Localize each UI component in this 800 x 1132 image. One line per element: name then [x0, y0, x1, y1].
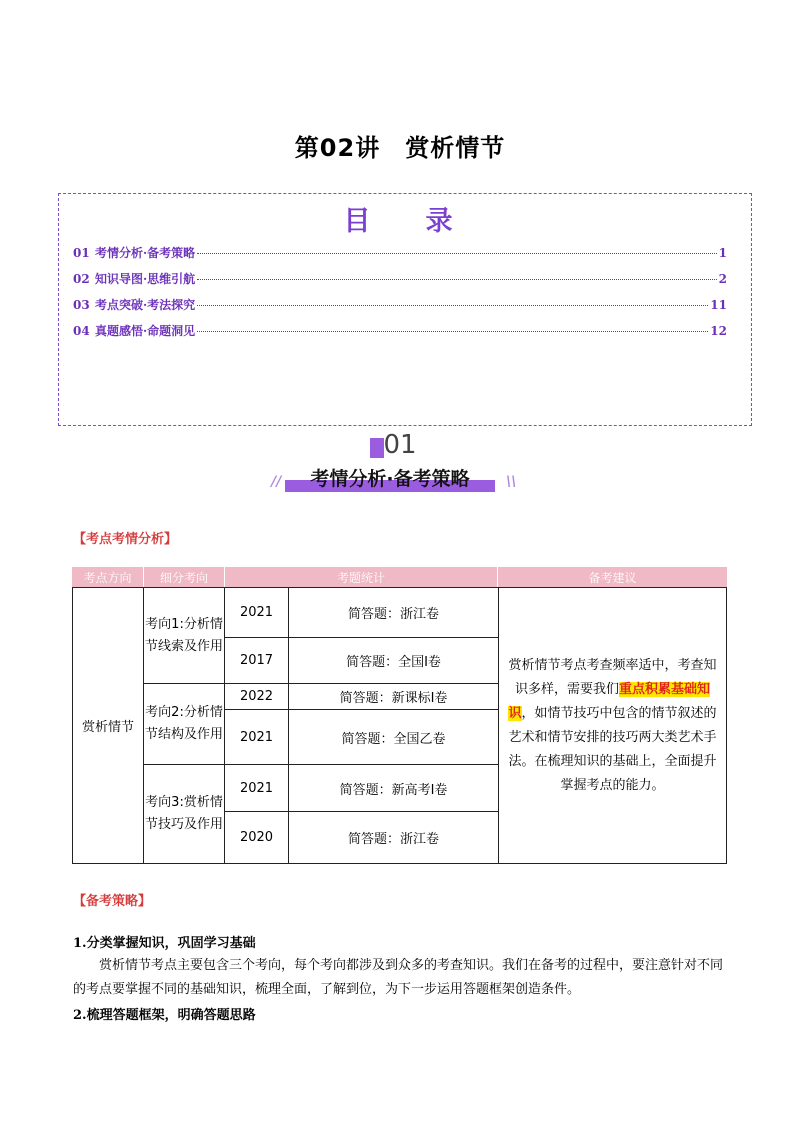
- year-cell: 2021: [224, 709, 289, 765]
- section-title: 考情分析·备考策略: [310, 468, 470, 490]
- page-title: 第02讲 赏析情节: [294, 134, 506, 162]
- header-cell: 考题统计: [225, 567, 498, 587]
- direction-cell: 考向3:赏析情节技巧及作用: [143, 764, 225, 864]
- toc-leader-dots: [197, 331, 708, 332]
- toc-item[interactable]: [73, 296, 727, 316]
- decor-slashes-right: \\: [506, 474, 517, 490]
- toc-item-page: 2: [718, 272, 727, 286]
- header-cell: 考点方向: [72, 567, 144, 587]
- toc-item[interactable]: [73, 244, 727, 264]
- toc-leader-dots: [197, 253, 716, 254]
- advice-highlight: 重点积累基础知识: [508, 681, 711, 721]
- analysis-table: [72, 587, 727, 864]
- toc-item-label: 真题感悟·命题洞见: [95, 324, 196, 338]
- toc-item-number: 02: [73, 272, 90, 286]
- header-cell: 细分考向: [144, 567, 225, 587]
- year-cell: 2022: [224, 683, 289, 710]
- analysis-table-header: [72, 567, 727, 587]
- section-banner: [285, 466, 495, 492]
- year-cell: 2021: [224, 764, 289, 812]
- toc-item-number: 03: [73, 298, 90, 312]
- strategy-heading: 【备考策略】: [73, 894, 152, 909]
- toc-leader-dots: [197, 279, 716, 280]
- advice-text-end: ，如情节技巧中包含的情节叙述的艺术和情节安排的技巧两大类艺术手法。在梳理知识的基础上，全面提升掌握考点的能力。: [508, 705, 717, 793]
- advice-text: [507, 654, 718, 798]
- exam-cell: 简答题：全国乙卷: [288, 709, 499, 765]
- toc-item-label: 考点突破·考法探究: [95, 298, 196, 312]
- strategy-item-title: 1.分类掌握知识，巩固学习基础: [73, 936, 256, 951]
- topic-cell: 赏析情节: [72, 587, 144, 864]
- exam-cell: 简答题：浙江卷: [288, 811, 499, 864]
- direction-cell: 考向2:分析情节结构及作用: [143, 683, 225, 765]
- year-cell: 2020: [224, 811, 289, 864]
- toc-item-number: 01: [73, 246, 90, 260]
- table-of-contents: [58, 193, 752, 426]
- toc-item[interactable]: [73, 270, 727, 290]
- analysis-heading: 【考点考情分析】: [73, 532, 178, 547]
- exam-cell: 简答题：浙江卷: [288, 587, 499, 638]
- year-cell: 2021: [224, 587, 289, 638]
- direction-cell: 考向1:分析情节线索及作用: [143, 587, 225, 684]
- advice-text-start: 赏析情节考点考查频率适中，考查知识多样，需要我们: [508, 657, 717, 697]
- advice-cell: [498, 587, 727, 864]
- strategy-item-text: 赏析情节考点主要包含三个考向，每个考向都涉及到众多的考查知识。我们在备考的过程中，要注意针对不同的考点要掌握不同的基础知识，梳理全面，了解到位，为下一步运用答题框架创造条件。: [73, 958, 724, 997]
- decor-slashes-left: //: [271, 474, 282, 490]
- exam-cell: 简答题：新高考Ⅰ卷: [288, 764, 499, 812]
- toc-item-label: 考情分析·备考策略: [95, 246, 196, 260]
- exam-cell: 简答题：全国Ⅰ卷: [288, 637, 499, 684]
- strategy-item-title: 2.梳理答题框架，明确答题思路: [73, 1008, 256, 1023]
- toc-item-page: 12: [710, 324, 727, 338]
- exam-cell: 简答题：新课标Ⅰ卷: [288, 683, 499, 710]
- toc-item-page: 11: [710, 298, 727, 312]
- toc-heading: 目 录: [343, 206, 467, 237]
- section-number: 01: [383, 430, 417, 460]
- toc-item[interactable]: [73, 322, 727, 342]
- toc-leader-dots: [197, 305, 708, 306]
- toc-item-page: 1: [718, 246, 727, 260]
- year-cell: 2017: [224, 637, 289, 684]
- toc-item-label: 知识导图·思维引航: [95, 272, 196, 286]
- header-cell: 备考建议: [588, 570, 637, 585]
- toc-item-number: 04: [73, 324, 90, 338]
